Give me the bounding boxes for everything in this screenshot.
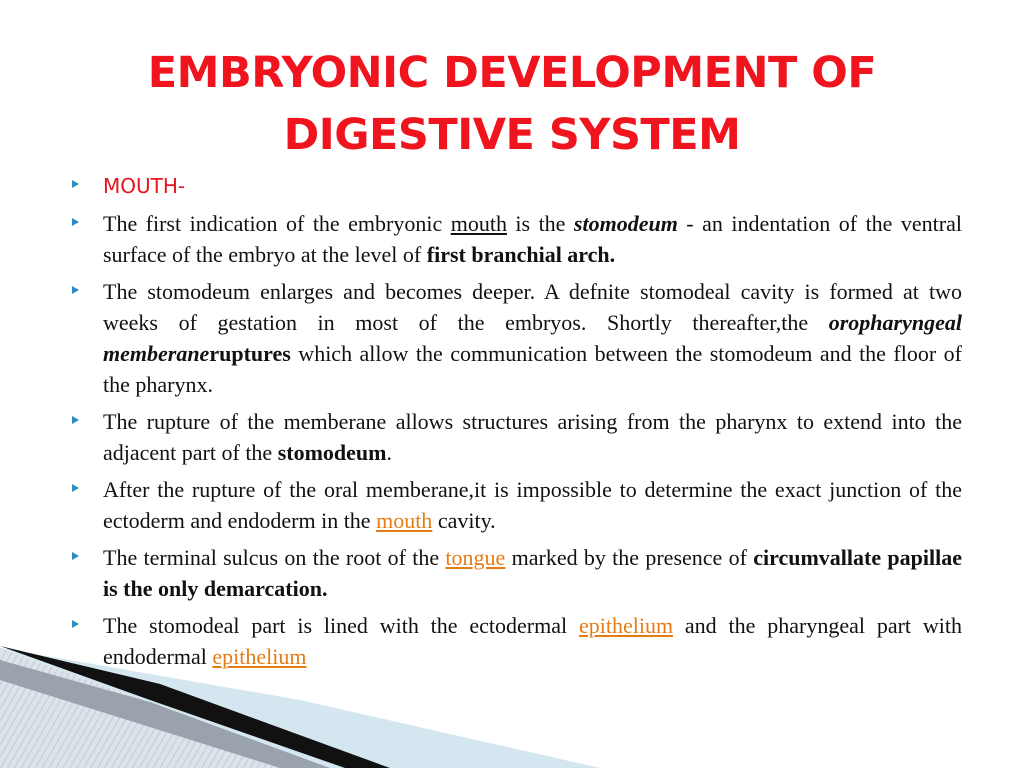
text: cavity. bbox=[432, 508, 496, 533]
bullet-arrow-icon bbox=[72, 484, 79, 492]
link-mouth[interactable]: mouth bbox=[376, 508, 433, 533]
bullet-rupture bbox=[72, 406, 962, 468]
link-epithelium-ectodermal[interactable]: epithelium bbox=[578, 613, 674, 638]
term-stomodeum-bold: stomodeum bbox=[277, 440, 387, 465]
bullet-arrow-icon bbox=[72, 180, 79, 188]
link-epithelium-endodermal[interactable]: epithelium bbox=[212, 644, 307, 669]
link-tongue[interactable]: tongue bbox=[445, 545, 506, 570]
bullet-stomodeal-part bbox=[72, 610, 962, 672]
bullet-arrow-icon bbox=[72, 416, 79, 424]
term-circumvallate-papillae: circumvallate papillae is the only demarcation. bbox=[103, 545, 962, 601]
term-stomodeum: stomodeum bbox=[573, 211, 678, 236]
text: - an indentation of the ventral surface of the embryo at the level of bbox=[103, 211, 962, 267]
text: marked by the presence of bbox=[505, 545, 754, 570]
bullet-first-indication bbox=[72, 208, 962, 270]
bullet-after-rupture bbox=[72, 474, 962, 536]
bullet-arrow-icon bbox=[72, 286, 79, 294]
text: The first indication of the embryonic bbox=[103, 211, 451, 236]
section-heading: MOUTH- bbox=[103, 174, 186, 198]
slide-title bbox=[60, 42, 964, 166]
term-oropharyngeal-memberane: oropharyngeal memberane bbox=[103, 310, 962, 366]
underlined-term-mouth: mouth bbox=[450, 211, 507, 236]
text: The terminal sulcus on the root of the bbox=[103, 545, 446, 570]
text: The rupture of the memberane allows structures arising from the pharynx to extend into the adjacent part of the bbox=[103, 409, 962, 465]
bullet-mouth-heading bbox=[72, 170, 962, 202]
bullet-list bbox=[72, 170, 962, 678]
title-line-1: EMBRYONIC DEVELOPMENT OF bbox=[147, 48, 877, 98]
bullet-stomodeum-enlarges bbox=[72, 276, 962, 400]
text: . bbox=[386, 440, 392, 465]
bullet-arrow-icon bbox=[72, 218, 79, 226]
bullet-arrow-icon bbox=[72, 620, 79, 628]
term-ruptures: ruptures bbox=[209, 341, 291, 366]
text: The stomodeum enlarges and becomes deeper. A defnite stomodeal cavity is formed at two weeks of gestation in most of the embryos. Shortly thereafter,the bbox=[103, 279, 962, 335]
term-first-branchial-arch: first branchial arch. bbox=[426, 242, 616, 267]
text: After the rupture of the oral memberane,it is impossible to determine the exact junction of the ectoderm and endoderm in the bbox=[103, 477, 962, 533]
text: is the bbox=[506, 211, 574, 236]
text: which allow the communication between the stomodeum and the floor of the pharynx. bbox=[103, 341, 962, 397]
text: The stomodeal part is lined with the ectodermal bbox=[103, 613, 579, 638]
bullet-terminal-sulcus bbox=[72, 542, 962, 604]
title-line-2: DIGESTIVE SYSTEM bbox=[283, 110, 741, 160]
bullet-arrow-icon bbox=[72, 552, 79, 560]
text: and the pharyngeal part with endodermal bbox=[103, 613, 962, 669]
